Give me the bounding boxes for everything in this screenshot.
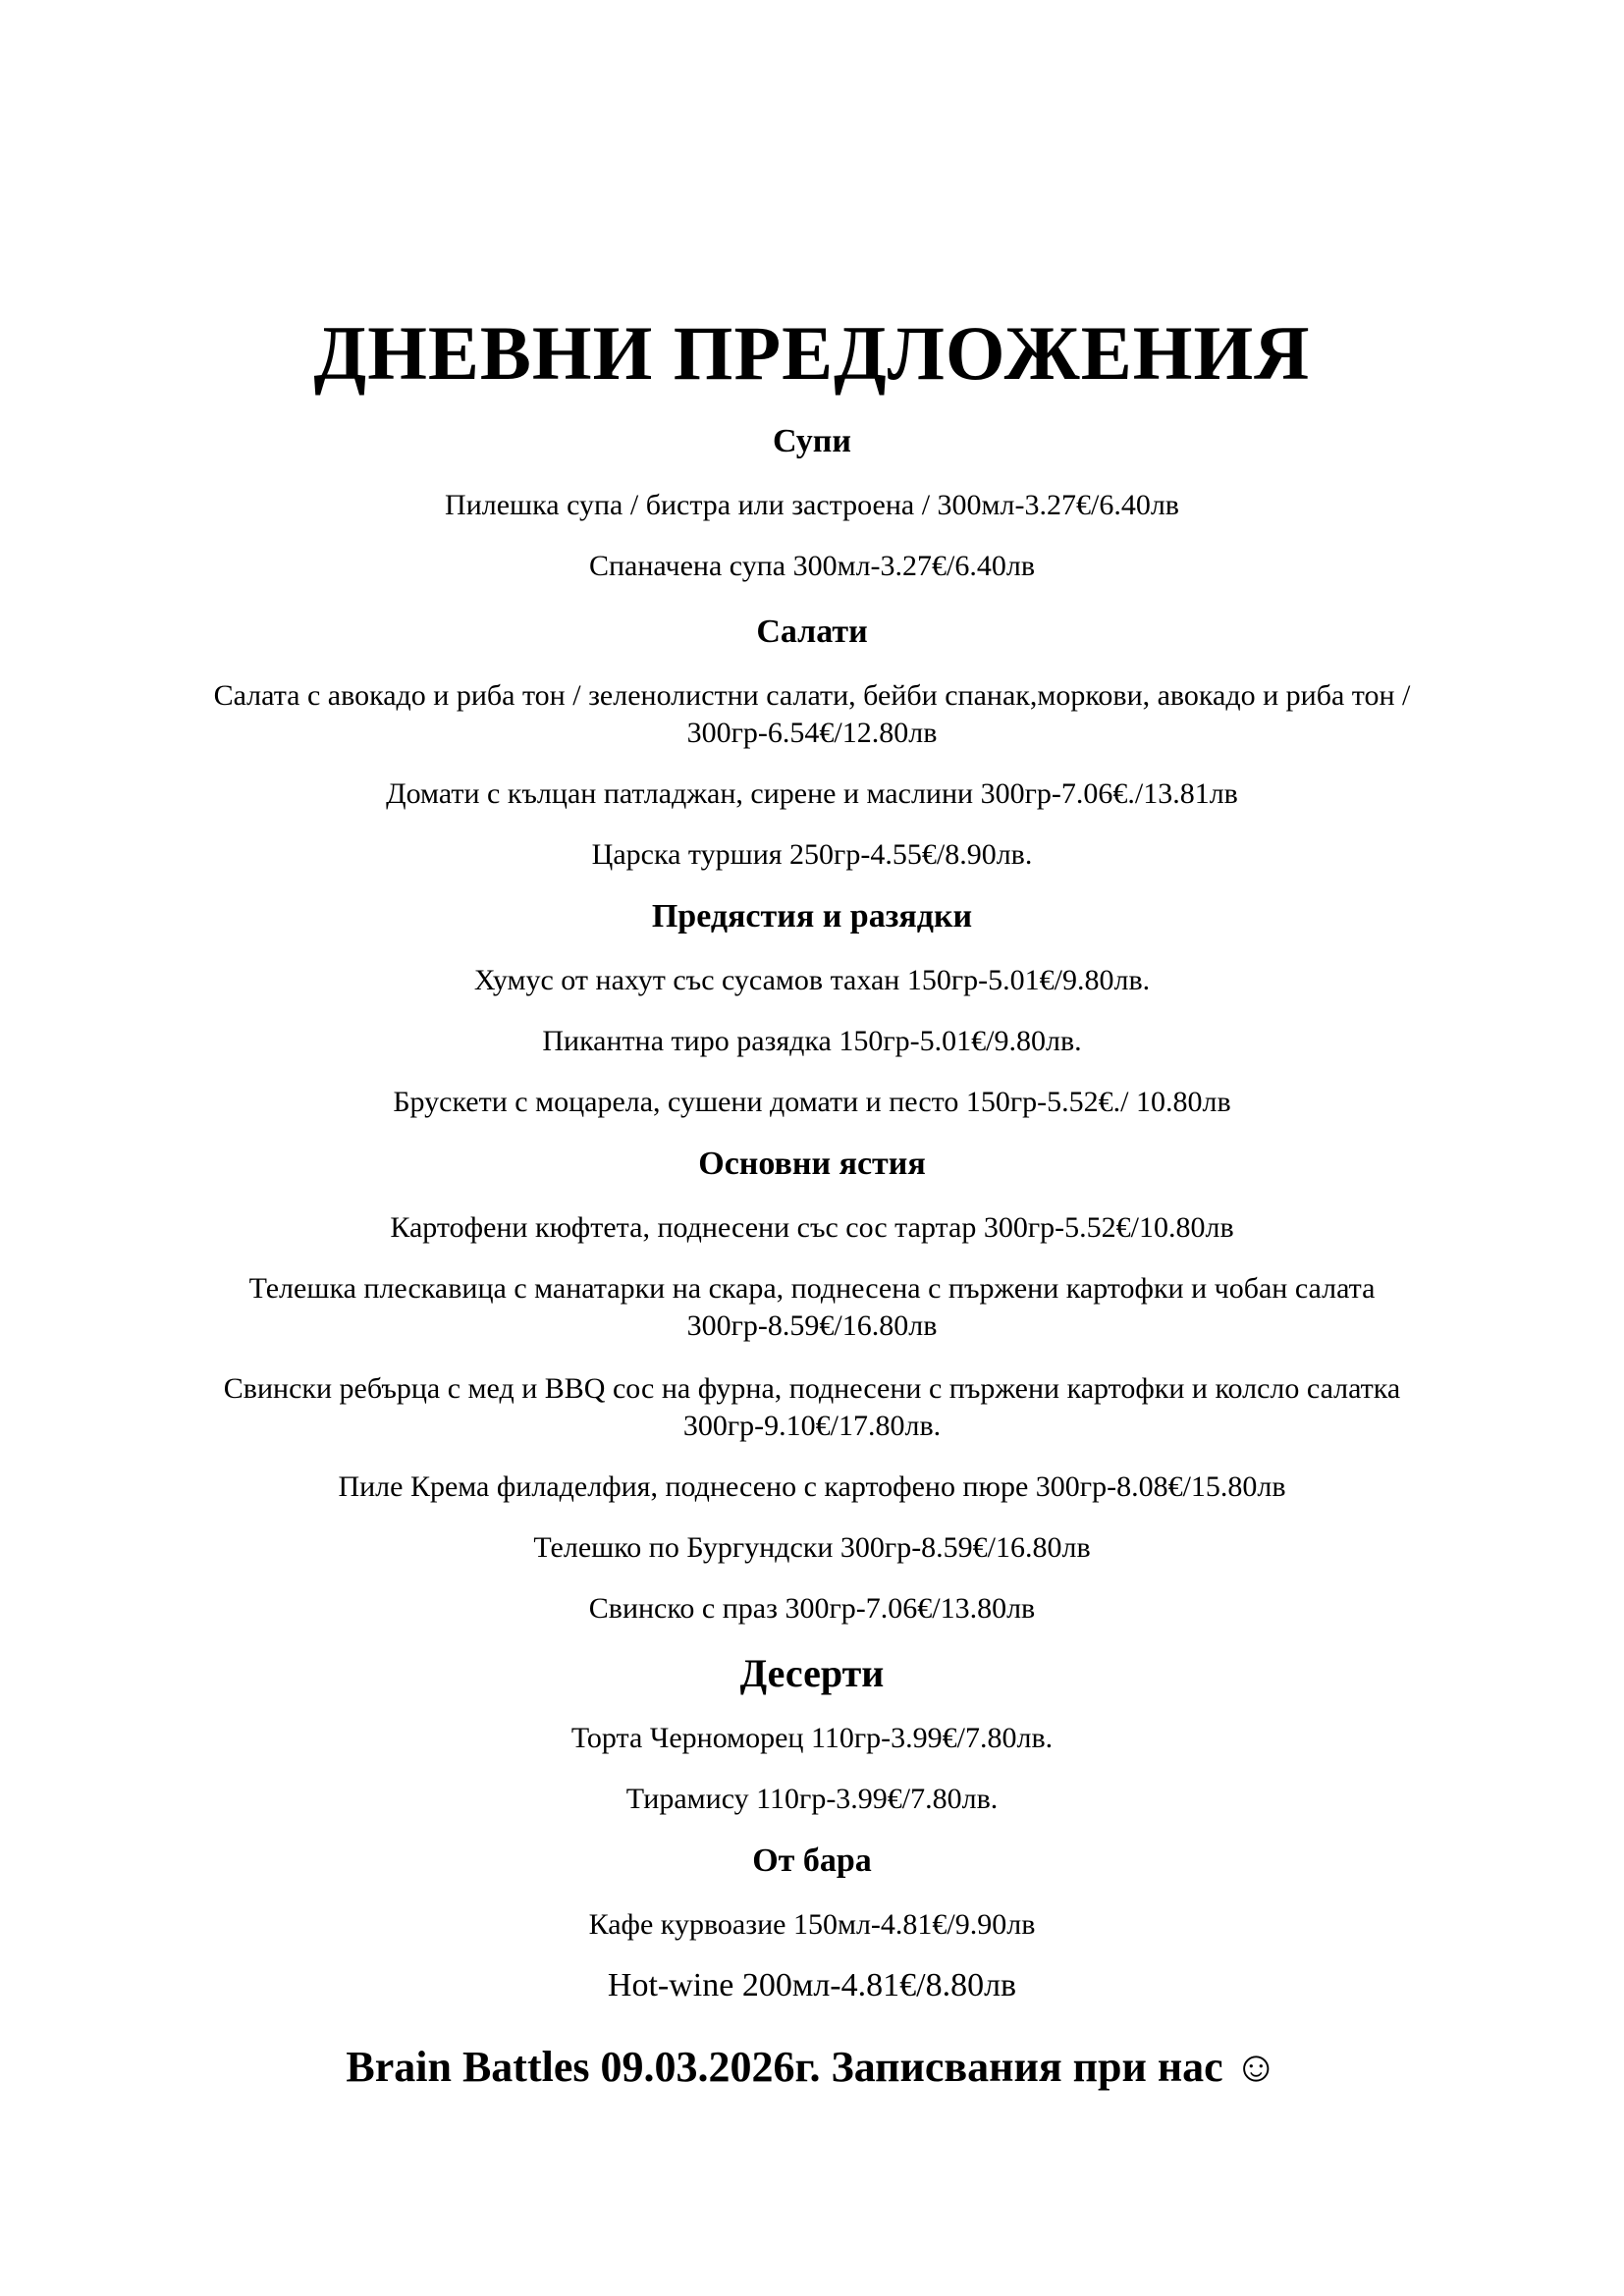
- section-heading-main-dishes: Основни ястия: [698, 1146, 926, 1182]
- menu-item: Царска туршия 250гр-4.55€/8.90лв.: [591, 838, 1033, 871]
- page-title: ДНЕВНИ ПРЕДЛОЖЕНИЯ: [313, 310, 1311, 396]
- menu-item: Телешка плескавица с манатарки на скара, поднесена с пържени картофки и чобан салата 300гр-8.59€/16.80лв: [248, 1272, 1376, 1342]
- menu-item: Пикантна тиро разядка 150гр-5.01€/9.80лв.: [542, 1025, 1082, 1057]
- menu-item: Пиле Крема филаделфия, поднесено с картофено пюре 300гр-8.08€/15.80лв: [338, 1470, 1286, 1503]
- menu-item: Картофени кюфтета, поднесени със сос тартар 300гр-5.52€/10.80лв: [390, 1211, 1234, 1244]
- menu-item: Торта Черноморец 110гр-3.99€/7.80лв.: [570, 1722, 1054, 1754]
- menu-item: Салата с авокадо и риба тон / зеленолистни салати, бейби спанак,моркови, авокадо и риба тон / 300гр-6.54€/12.80лв: [213, 679, 1411, 749]
- menu-item: Свински ребърца с мед и BBQ сос на фурна, поднесени с пържени картофки и колсло салатка 300гр-9.10€/17.80лв.: [223, 1372, 1401, 1442]
- event-announcement: Brain Battles 09.03.2026г. Записвания при нас ☺: [346, 2043, 1278, 2091]
- menu-item: Кафе курвоазие 150мл-4.81€/9.90лв: [588, 1908, 1036, 1941]
- section-heading-appetizers: Предястия и разядки: [651, 898, 973, 934]
- menu-item: Спаначена супа 300мл-3.27€/6.40лв: [588, 550, 1036, 582]
- menu-item: Свинско с праз 300гр-7.06€/13.80лв: [588, 1592, 1036, 1625]
- menu-item: Тирамису 110гр-3.99€/7.80лв.: [625, 1783, 999, 1815]
- section-heading-desserts: Десерти: [739, 1651, 885, 1695]
- section-heading-soups: Супи: [773, 423, 851, 459]
- menu-item: Домати с кълцан патладжан, сирене и маслини 300гр-7.06€./13.81лв: [386, 777, 1238, 810]
- menu-item: Брускети с моцарела, сушени домати и песто 150гр-5.52€./ 10.80лв: [393, 1086, 1231, 1118]
- section-heading-salads: Салати: [756, 614, 868, 650]
- menu-item: Хумус от нахут със сусамов тахан 150гр-5.01€/9.80лв.: [473, 964, 1151, 996]
- menu-item: Hot-wine 200мл-4.81€/8.80лв: [607, 1967, 1017, 2003]
- section-heading-bar: От бара: [752, 1842, 872, 1879]
- menu-item: Телешко по Бургундски 300гр-8.59€/16.80лв: [533, 1531, 1091, 1564]
- menu-item: Пилешка супа / бистра или застроена / 300мл-3.27€/6.40лв: [445, 489, 1179, 521]
